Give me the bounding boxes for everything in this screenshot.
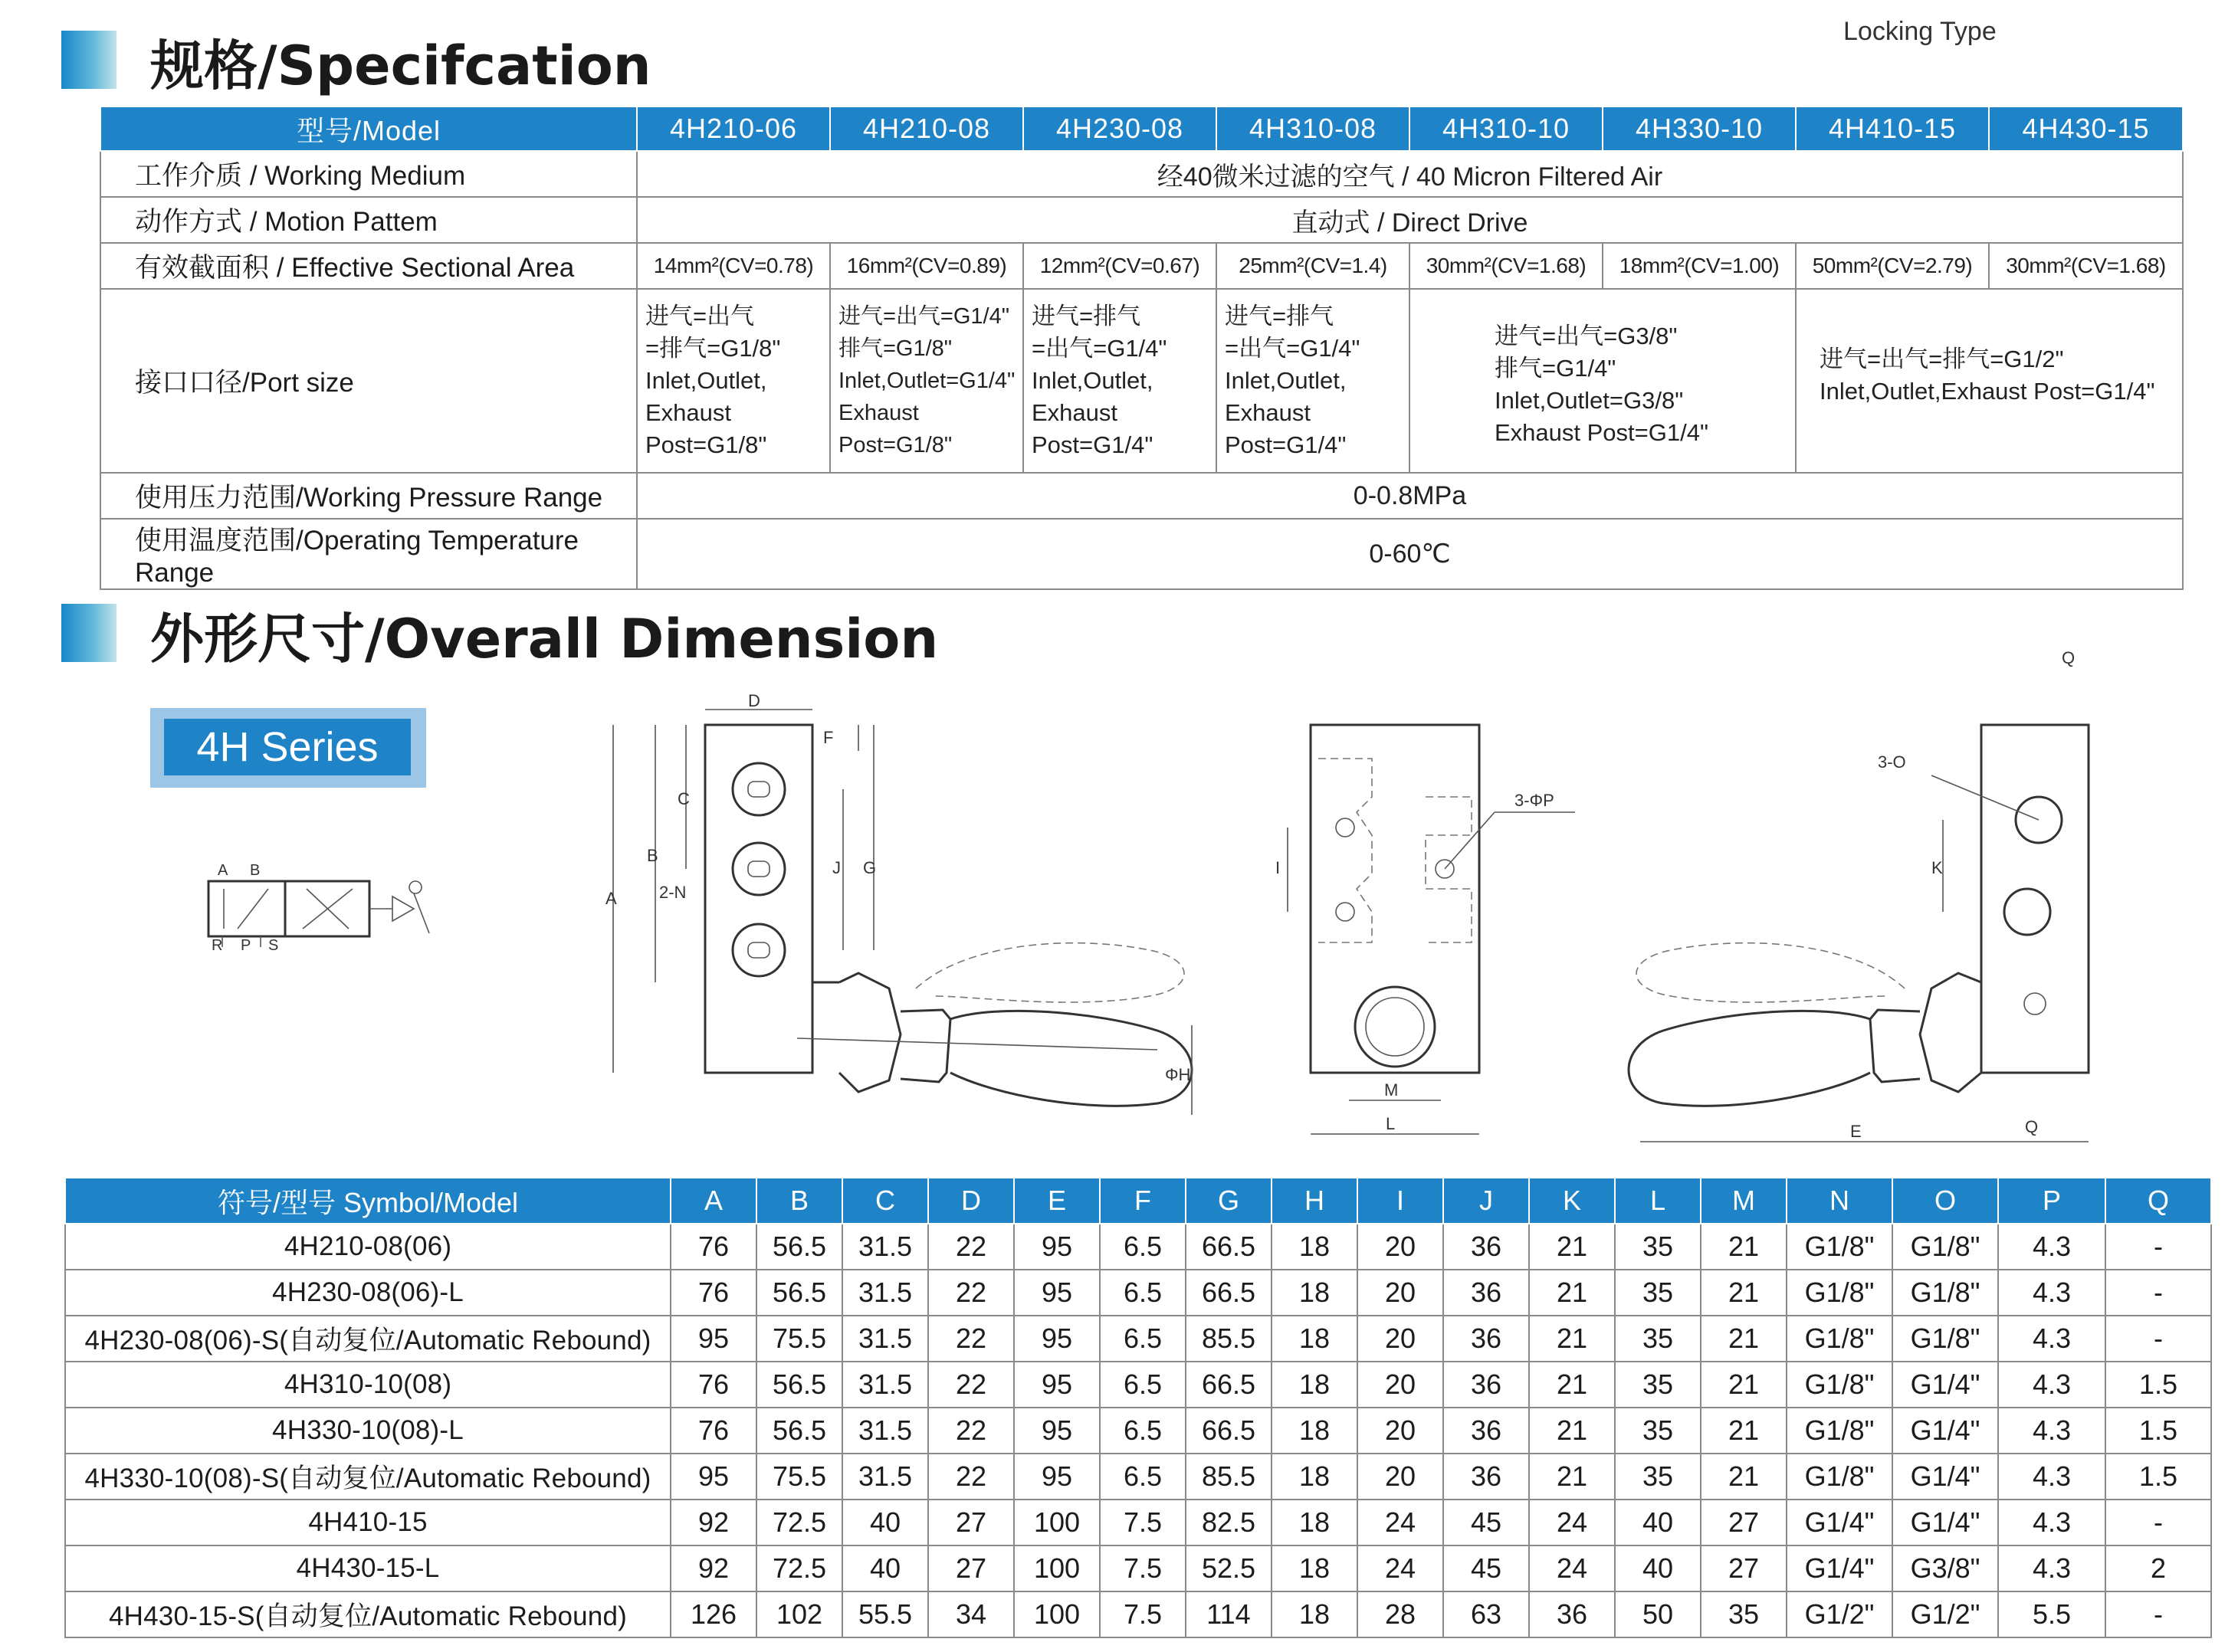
dim-value-cell: 82.5 [1186, 1500, 1272, 1545]
dim-value-cell: 56.5 [756, 1408, 842, 1454]
dim-header-col: O [1892, 1178, 1998, 1224]
dim-header-col: F [1100, 1178, 1186, 1224]
dim-value-cell: 24 [1357, 1500, 1443, 1545]
dim-model-cell: 4H210-08(06) [65, 1224, 671, 1270]
dim-value-cell: 27 [1701, 1545, 1787, 1591]
dim-value-cell: 21 [1701, 1270, 1787, 1316]
dim-value-cell: 21 [1701, 1316, 1787, 1362]
dim-value-cell: 4.3 [1998, 1408, 2105, 1454]
dim-header-col: L [1615, 1178, 1701, 1224]
dim-value-cell: 27 [928, 1545, 1014, 1591]
dim-value-cell: 22 [928, 1454, 1014, 1500]
dim-value-cell: 18 [1272, 1591, 1357, 1637]
dim-label-m: M [1384, 1080, 1399, 1100]
dim-value-cell: 56.5 [756, 1270, 842, 1316]
dim-header-col: K [1529, 1178, 1615, 1224]
dim-value-cell: G1/4" [1892, 1454, 1998, 1500]
dim-value-cell: 21 [1701, 1362, 1787, 1408]
dim-value-cell: 20 [1357, 1454, 1443, 1500]
dim-header-col: M [1701, 1178, 1787, 1224]
dim-value-cell: 21 [1529, 1408, 1615, 1454]
dim-label-q-top: Q [2062, 648, 2076, 667]
spec-label: 使用温度范围/Operating Temperature Range [100, 519, 637, 589]
dim-header-col: J [1443, 1178, 1529, 1224]
dim-value-cell: 18 [1272, 1316, 1357, 1362]
table-row [65, 1408, 2211, 1454]
dim-header-row [65, 1178, 2211, 1224]
dim-label-c: C [678, 789, 690, 808]
dim-value-cell: 85.5 [1186, 1316, 1272, 1362]
dim-value-cell: 36 [1443, 1408, 1529, 1454]
dim-value-cell: 35 [1615, 1224, 1701, 1270]
dim-value-cell: 92 [671, 1500, 756, 1545]
dim-value-cell: G1/8" [1787, 1408, 1892, 1454]
dim-value-cell: 4.3 [1998, 1500, 2105, 1545]
dim-value-cell: G3/8" [1892, 1545, 1998, 1591]
dim-value-cell: 35 [1701, 1591, 1787, 1637]
dim-value-cell: - [2105, 1224, 2211, 1270]
dim-value-cell: 36 [1443, 1224, 1529, 1270]
dim-value-cell: 20 [1357, 1362, 1443, 1408]
dim-value-cell: 18 [1272, 1362, 1357, 1408]
dim-header-col: N [1787, 1178, 1892, 1224]
dim-value-cell: 36 [1529, 1591, 1615, 1637]
dim-value-cell: 18 [1272, 1408, 1357, 1454]
spec-port-value: 进气=出气 =排气=G1/8" Inlet,Outlet, Exhaust Post=G1/8" [637, 289, 830, 473]
dim-value-cell: 45 [1443, 1500, 1529, 1545]
dim-value-cell: 76 [671, 1408, 756, 1454]
dim-value-cell: 72.5 [756, 1545, 842, 1591]
dim-header-col: B [756, 1178, 842, 1224]
dim-value-cell: - [2105, 1500, 2211, 1545]
dim-value-cell: 7.5 [1100, 1591, 1186, 1637]
dim-value-cell: 21 [1701, 1454, 1787, 1500]
dim-value-cell: 21 [1529, 1224, 1615, 1270]
dim-value-cell: 22 [928, 1408, 1014, 1454]
dim-value-cell: G1/8" [1892, 1316, 1998, 1362]
dim-value-cell: 36 [1443, 1270, 1529, 1316]
dim-value-cell: 21 [1529, 1270, 1615, 1316]
dim-value-cell: 27 [928, 1500, 1014, 1545]
dim-value-cell: G1/8" [1892, 1224, 1998, 1270]
spec-header-model: 4H210-06 [637, 107, 830, 151]
dim-value-cell: G1/8" [1787, 1316, 1892, 1362]
dim-value-cell: 56.5 [756, 1224, 842, 1270]
dim-value-cell: 52.5 [1186, 1545, 1272, 1591]
dim-value-cell: G1/8" [1787, 1224, 1892, 1270]
dim-value-cell: 76 [671, 1270, 756, 1316]
dim-value-cell: 66.5 [1186, 1270, 1272, 1316]
dim-label-3o: 3-O [1878, 752, 1906, 772]
dim-value-cell: 31.5 [842, 1224, 928, 1270]
spec-value: 直动式 / Direct Drive [637, 197, 2183, 243]
dim-label-i: I [1275, 858, 1281, 877]
dim-value-cell: G1/8" [1787, 1270, 1892, 1316]
dim-label-j: J [832, 858, 841, 877]
spec-label: 有效截面积 / Effective Sectional Area [100, 243, 637, 289]
dim-value-cell: 31.5 [842, 1454, 928, 1500]
dim-value-cell: 40 [842, 1545, 928, 1591]
dim-value-cell: 36 [1443, 1362, 1529, 1408]
dim-label-l: L [1386, 1114, 1396, 1133]
dim-value-cell: 22 [928, 1362, 1014, 1408]
dim-value-cell: 1.5 [2105, 1454, 2211, 1500]
dim-value-cell: G1/4" [1892, 1408, 1998, 1454]
dim-header-col: G [1186, 1178, 1272, 1224]
dim-label-a: A [605, 889, 617, 908]
dim-value-cell: 4.3 [1998, 1545, 2105, 1591]
spec-header-model: 4H210-08 [830, 107, 1023, 151]
dim-value-cell: 85.5 [1186, 1454, 1272, 1500]
table-row [65, 1362, 2211, 1408]
dim-value-cell: 1.5 [2105, 1408, 2211, 1454]
symbol-label-b: B [250, 862, 261, 879]
dim-value-cell: 28 [1357, 1591, 1443, 1637]
dim-value-cell: 40 [1615, 1545, 1701, 1591]
dim-label-phih: ΦH [1165, 1065, 1191, 1084]
dim-value-cell: 100 [1014, 1500, 1100, 1545]
dim-value-cell: 50 [1615, 1591, 1701, 1637]
dim-value-cell: 95 [1014, 1270, 1100, 1316]
dim-value-cell: 36 [1443, 1316, 1529, 1362]
dim-model-cell: 4H330-10(08)-S(自动复位/Automatic Rebound) [65, 1454, 671, 1500]
dim-value-cell: - [2105, 1591, 2211, 1637]
dim-value-cell: 20 [1357, 1408, 1443, 1454]
dim-value-cell: 100 [1014, 1591, 1100, 1637]
spec-port-value: 进气=出气=G3/8" 排气=G1/4" Inlet,Outlet=G3/8" Exhaust Post=G1/4" [1409, 289, 1796, 473]
dim-value-cell: 22 [928, 1224, 1014, 1270]
dim-value-cell: 21 [1529, 1362, 1615, 1408]
dim-value-cell: 18 [1272, 1270, 1357, 1316]
dim-value-cell: 95 [1014, 1224, 1100, 1270]
spec-section-title: 规格/Specifcation [150, 34, 651, 97]
spec-value: 0-0.8MPa [637, 473, 2183, 519]
spec-port-value: 进气=出气=G1/4" 排气=G1/8" Inlet,Outlet=G1/4" Exhaust Post=G1/8" [830, 289, 1023, 473]
spec-header-model: 4H310-10 [1409, 107, 1603, 151]
dim-value-cell: 6.5 [1100, 1270, 1186, 1316]
dim-label-q-bottom: Q [2025, 1117, 2039, 1136]
dim-model-cell: 4H430-15-L [65, 1545, 671, 1591]
dim-header-col: C [842, 1178, 928, 1224]
spec-port-value: 进气=出气=排气=G1/2" Inlet,Outlet,Exhaust Post=G1/4" [1796, 289, 2183, 473]
dim-value-cell: 2 [2105, 1545, 2211, 1591]
symbol-label-r: R [212, 937, 223, 954]
dim-value-cell: 100 [1014, 1545, 1100, 1591]
spec-value: 0-60℃ [637, 519, 2183, 589]
dim-value-cell: 45 [1443, 1545, 1529, 1591]
spec-area-value: 30mm²(CV=1.68) [1409, 243, 1603, 289]
dim-header-col: I [1357, 1178, 1443, 1224]
dim-value-cell: G1/8" [1892, 1270, 1998, 1316]
spec-value: 经40微米过滤的空气 / 40 Micron Filtered Air [637, 151, 2183, 197]
table-row [65, 1591, 2211, 1637]
spec-header-model: 4H410-15 [1796, 107, 1989, 151]
locking-type-caption: Locking Type [1843, 17, 1997, 46]
dim-value-cell: 95 [1014, 1362, 1100, 1408]
dim-label-2n: 2-N [659, 883, 687, 902]
dim-value-cell: 7.5 [1100, 1500, 1186, 1545]
dim-value-cell: 31.5 [842, 1408, 928, 1454]
dim-value-cell: 66.5 [1186, 1224, 1272, 1270]
dim-header-col: P [1998, 1178, 2105, 1224]
spec-header-model: 4H230-08 [1023, 107, 1216, 151]
spec-area-value: 50mm²(CV=2.79) [1796, 243, 1989, 289]
spec-label: 接口口径/Port size [100, 289, 637, 473]
dim-value-cell: 20 [1357, 1316, 1443, 1362]
dim-model-cell: 4H230-08(06)-S(自动复位/Automatic Rebound) [65, 1316, 671, 1362]
dim-value-cell: G1/2" [1892, 1591, 1998, 1637]
dim-value-cell: 18 [1272, 1454, 1357, 1500]
spec-area-value: 25mm²(CV=1.4) [1216, 243, 1409, 289]
dim-value-cell: 27 [1701, 1500, 1787, 1545]
dim-value-cell: G1/4" [1892, 1500, 1998, 1545]
symbol-label-a: A [218, 862, 228, 879]
dim-value-cell: 21 [1529, 1316, 1615, 1362]
dim-section-title: 外形尺寸/Overall Dimension [150, 608, 939, 670]
dim-model-cell: 4H430-15-S(自动复位/Automatic Rebound) [65, 1591, 671, 1637]
dim-value-cell: 35 [1615, 1362, 1701, 1408]
spec-header-model: 4H330-10 [1603, 107, 1796, 151]
spec-label: 工作介质 / Working Medium [100, 151, 637, 197]
dim-value-cell: 24 [1529, 1545, 1615, 1591]
dim-label-e: E [1850, 1122, 1862, 1141]
dim-model-cell: 4H310-10(08) [65, 1362, 671, 1408]
dim-value-cell: 95 [1014, 1454, 1100, 1500]
dim-value-cell: 18 [1272, 1500, 1357, 1545]
dim-value-cell: 126 [671, 1591, 756, 1637]
dim-value-cell: 31.5 [842, 1362, 928, 1408]
dim-label-f: F [823, 728, 834, 747]
spec-area-value: 30mm²(CV=1.68) [1989, 243, 2183, 289]
dim-value-cell: 75.5 [756, 1454, 842, 1500]
dim-value-cell: 55.5 [842, 1591, 928, 1637]
dim-value-cell: 63 [1443, 1591, 1529, 1637]
dim-value-cell: 92 [671, 1545, 756, 1591]
dim-value-cell: 6.5 [1100, 1408, 1186, 1454]
symbol-label-s: S [268, 937, 279, 954]
dim-value-cell: G1/4" [1787, 1500, 1892, 1545]
dim-value-cell: 36 [1443, 1454, 1529, 1500]
dim-value-cell: 95 [1014, 1316, 1100, 1362]
dim-header-col: Q [2105, 1178, 2211, 1224]
dim-value-cell: - [2105, 1316, 2211, 1362]
dim-value-cell: 5.5 [1998, 1591, 2105, 1637]
dim-header-col: E [1014, 1178, 1100, 1224]
dim-model-cell: 4H410-15 [65, 1500, 671, 1545]
dim-value-cell: - [2105, 1270, 2211, 1316]
dim-header-model: 符号/型号 Symbol/Model [65, 1178, 671, 1224]
dim-value-cell: 6.5 [1100, 1224, 1186, 1270]
series-badge-label: 4H Series [164, 719, 411, 775]
dim-value-cell: G1/2" [1787, 1591, 1892, 1637]
spec-area-value: 12mm²(CV=0.67) [1023, 243, 1216, 289]
dim-value-cell: 31.5 [842, 1316, 928, 1362]
dim-label-3p: 3-ΦP [1514, 791, 1554, 810]
dim-value-cell: 72.5 [756, 1500, 842, 1545]
dim-label-k: K [1931, 858, 1943, 877]
table-row [65, 1500, 2211, 1545]
dim-value-cell: 56.5 [756, 1362, 842, 1408]
dim-value-cell: 66.5 [1186, 1362, 1272, 1408]
dim-value-cell: 6.5 [1100, 1454, 1186, 1500]
valve-symbol-icon [208, 862, 429, 954]
dim-value-cell: 24 [1357, 1545, 1443, 1591]
dim-value-cell: 31.5 [842, 1270, 928, 1316]
spec-header-model: 4H310-08 [1216, 107, 1409, 151]
dim-header-col: D [928, 1178, 1014, 1224]
dim-value-cell: 4.3 [1998, 1362, 2105, 1408]
spec-header-model-label: 型号/Model [100, 107, 637, 151]
dim-value-cell: 34 [928, 1591, 1014, 1637]
dim-value-cell: 18 [1272, 1224, 1357, 1270]
dim-value-cell: 75.5 [756, 1316, 842, 1362]
dim-value-cell: 35 [1615, 1408, 1701, 1454]
table-row [65, 1270, 2211, 1316]
dim-value-cell: 66.5 [1186, 1408, 1272, 1454]
spec-port-value: 进气=排气 =出气=G1/4" Inlet,Outlet, Exhaust Post=G1/4" [1216, 289, 1409, 473]
table-row [65, 1316, 2211, 1362]
dim-value-cell: 35 [1615, 1270, 1701, 1316]
dim-value-cell: 7.5 [1100, 1545, 1186, 1591]
dim-value-cell: 95 [671, 1316, 756, 1362]
dim-value-cell: 4.3 [1998, 1454, 2105, 1500]
spec-label: 动作方式 / Motion Pattem [100, 197, 637, 243]
table-row [65, 1545, 2211, 1591]
dim-value-cell: 76 [671, 1224, 756, 1270]
dim-label-g: G [863, 858, 877, 877]
dim-header-col: A [671, 1178, 756, 1224]
dim-value-cell: 35 [1615, 1316, 1701, 1362]
dim-value-cell: 4.3 [1998, 1316, 2105, 1362]
dim-value-cell: G1/4" [1787, 1545, 1892, 1591]
dim-header-col: H [1272, 1178, 1357, 1224]
dim-value-cell: 20 [1357, 1270, 1443, 1316]
dim-value-cell: 95 [671, 1454, 756, 1500]
dim-value-cell: 4.3 [1998, 1270, 2105, 1316]
dimension-table [64, 1177, 2212, 1638]
table-row [65, 1224, 2211, 1270]
dim-value-cell: 6.5 [1100, 1362, 1186, 1408]
dim-value-cell: 95 [1014, 1408, 1100, 1454]
side-view-drawing [1275, 725, 1575, 1134]
dim-value-cell: 114 [1186, 1591, 1272, 1637]
spec-port-value: 进气=排气 =出气=G1/4" Inlet,Outlet, Exhaust Post=G1/4" [1023, 289, 1216, 473]
dim-value-cell: 40 [1615, 1500, 1701, 1545]
dim-value-cell: 40 [842, 1500, 928, 1545]
table-row [65, 1454, 2211, 1500]
dim-value-cell: 1.5 [2105, 1362, 2211, 1408]
dim-value-cell: 102 [756, 1591, 842, 1637]
dim-value-cell: 21 [1701, 1224, 1787, 1270]
spec-area-value: 14mm²(CV=0.78) [637, 243, 830, 289]
spec-header-model: 4H430-15 [1989, 107, 2183, 151]
front-view-drawing [605, 691, 1192, 1115]
dim-value-cell: G1/8" [1787, 1454, 1892, 1500]
dim-value-cell: 4.3 [1998, 1224, 2105, 1270]
dim-value-cell: 24 [1529, 1500, 1615, 1545]
symbol-label-p: P [241, 937, 251, 954]
rear-view-drawing [1629, 648, 2089, 1142]
dim-model-cell: 4H230-08(06)-L [65, 1270, 671, 1316]
dim-value-cell: 21 [1701, 1408, 1787, 1454]
dim-label-d: D [748, 691, 760, 710]
dim-value-cell: G1/8" [1787, 1362, 1892, 1408]
dim-label-b: B [647, 846, 658, 865]
dim-value-cell: 35 [1615, 1454, 1701, 1500]
spec-label: 使用压力范围/Working Pressure Range [100, 473, 637, 519]
dim-value-cell: 18 [1272, 1545, 1357, 1591]
dim-value-cell: 21 [1529, 1454, 1615, 1500]
dim-value-cell: 6.5 [1100, 1316, 1186, 1362]
dim-value-cell: 20 [1357, 1224, 1443, 1270]
spec-area-value: 16mm²(CV=0.89) [830, 243, 1023, 289]
dim-model-cell: 4H330-10(08)-L [65, 1408, 671, 1454]
dim-value-cell: G1/4" [1892, 1362, 1998, 1408]
dim-value-cell: 22 [928, 1270, 1014, 1316]
spec-area-value: 18mm²(CV=1.00) [1603, 243, 1796, 289]
dim-value-cell: 22 [928, 1316, 1014, 1362]
dim-value-cell: 76 [671, 1362, 756, 1408]
